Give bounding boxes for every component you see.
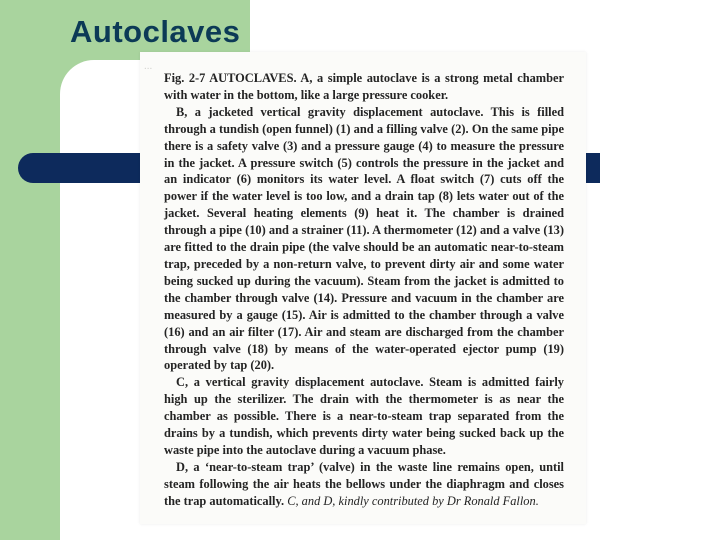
figure-label: Fig. 2-7 AUTOCLAVES. bbox=[164, 71, 297, 85]
caption-paragraph-b: B, a jacketed vertical gravity displacement autoclave. This is filled through a tundish (open funnel) (1) and a filling valve (2). On the same pipe there is a safety valve (3) and a pressure gauge (4) to measure the pressure in the jacket. A pressure switch (5) controls the pressure in the jacket and an indicator (6) monitors its water level. A float switch (7) cuts off the power if the water level is too low, and a drain tap (8) lets water out of the jacket. Several heating elements (9) heat it. The chamber is drained through a pipe (10) and a strainer (11). A thermometer (12) and a valve (13) are fitted to the drain pipe (the valve should be an automatic near-to-steam trap, preceded by a non-return valve, to prevent dirty air and some water being sucked up during the vacuum). Steam from the jacket is admitted to the chamber through valve (14). Pressure and vacuum in the chamber are measured by a gauge (15). Air is admitted to the chamber through a valve (16) and an air filter (17). Air and steam are discharged from the chamber through valve (18) by means of the water-operated ejector pump (19) operated by tap (20). bbox=[164, 104, 564, 373]
caption-d-text: D, a ‘near-to-steam trap’ (valve) in the waste line remains open, until steam following the air heats the bellows under the diaphragm and closes the trap automatically. bbox=[164, 459, 564, 508]
green-left-strip bbox=[0, 60, 60, 540]
caption-paragraph-c: C, a vertical gravity displacement autoclave. Steam is admitted fairly high up the sterilizer. The drain with the thermometer is as near the chamber as possible. There is a near-to-steam trap separated from the drains by a tundish, which prevents dirty water being sucked back up the waste pipe into the autoclave during a vacuum phase. bbox=[164, 375, 564, 457]
slide-title: Autoclaves bbox=[70, 14, 241, 49]
caption-a-text: A, a simple autoclave is a strong metal chamber with water in the bottom, like a large pressure cooker. bbox=[164, 71, 564, 102]
scanned-page bbox=[140, 52, 586, 524]
caption-paragraph-a bbox=[164, 70, 564, 104]
caption-paragraph-d bbox=[164, 459, 564, 510]
caption-credit: C, and D, kindly contributed by Dr Ronald Fallon. bbox=[287, 493, 539, 508]
bleed-line: ... bbox=[144, 60, 153, 72]
figure-caption bbox=[164, 70, 564, 510]
